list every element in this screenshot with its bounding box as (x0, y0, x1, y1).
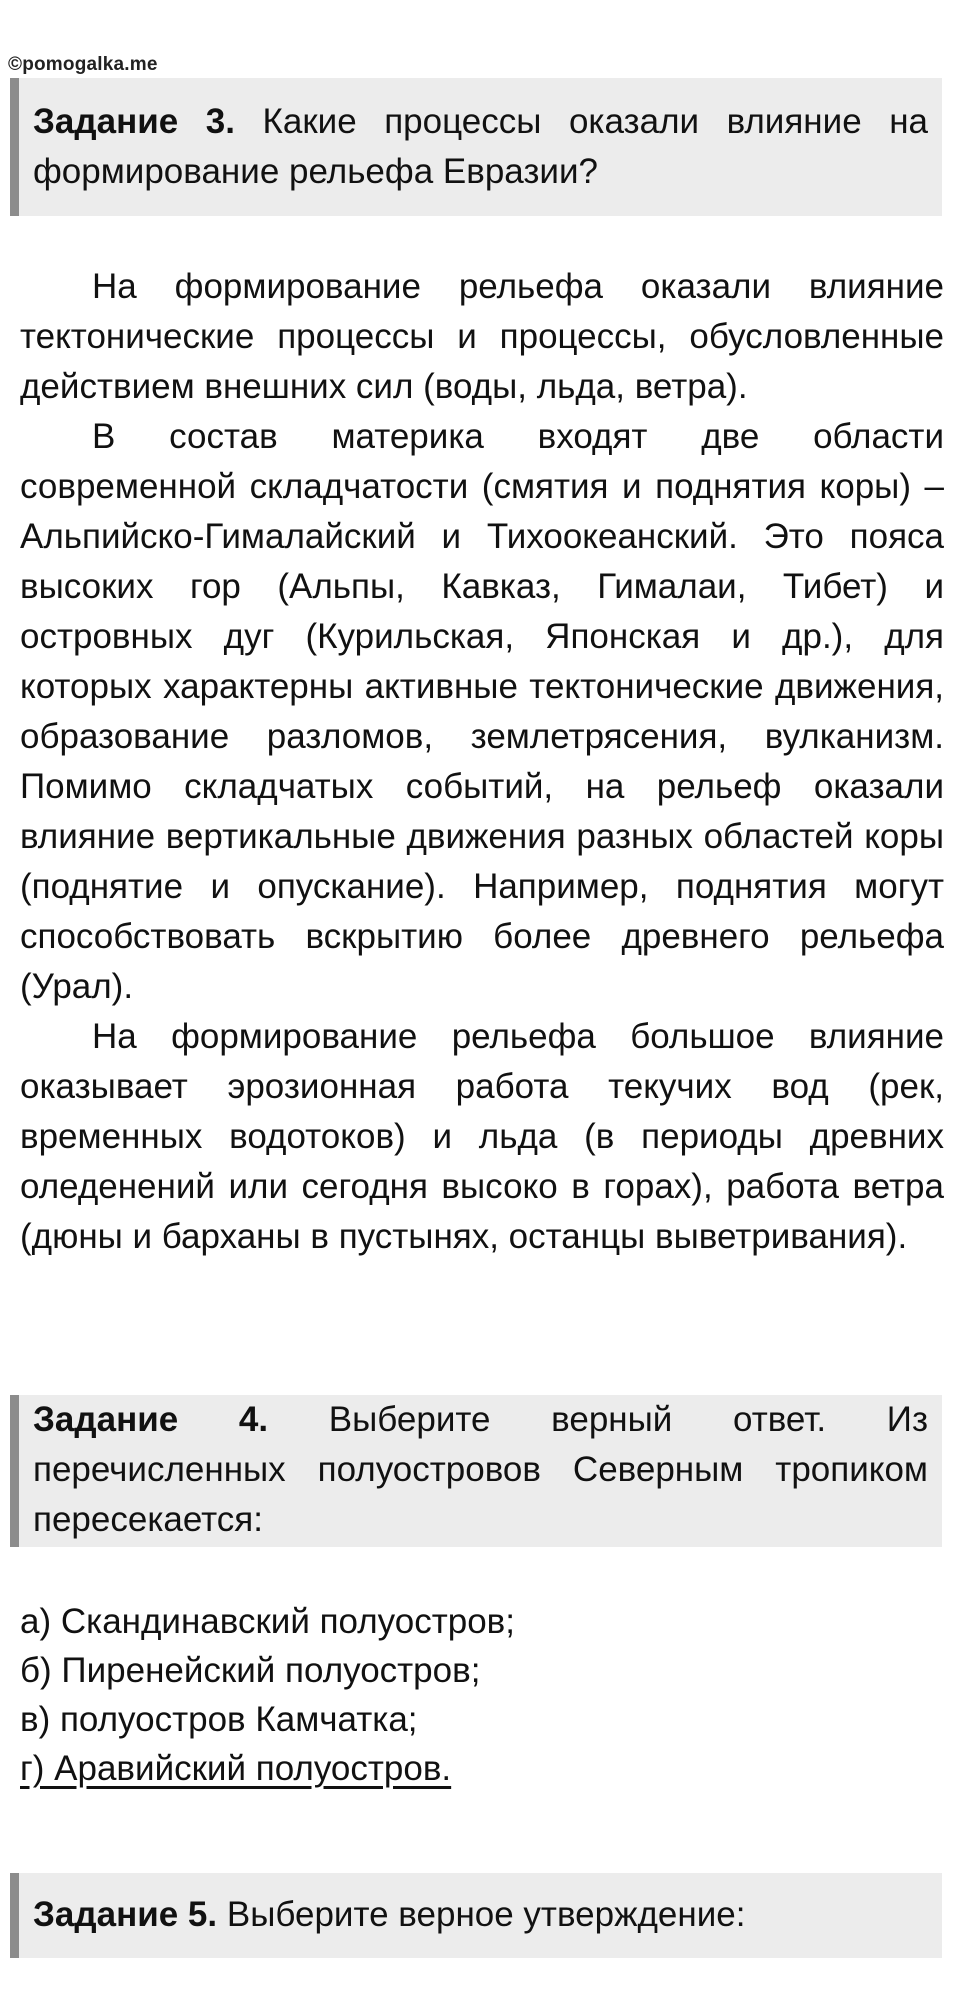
task-5-box (10, 1873, 942, 1958)
task-5-number: Задание 5. (33, 1895, 218, 1934)
task-4-box (10, 1395, 942, 1547)
task-3-question: Какие процессы оказали влияние на формирование рельефа Евразии? (33, 102, 928, 191)
task-3-number: Задание 3. (33, 102, 235, 141)
option-a: а) Скандинавский полуостров; (20, 1602, 515, 1641)
task-3-answer (20, 262, 944, 1262)
option-d-correct: г) Аравийский полуостров. (20, 1749, 452, 1788)
option-c: в) полуостров Камчатка; (20, 1700, 418, 1739)
answer-paragraph-1: На формирование рельефа оказали влияние тектонические процессы и процессы, обусловленные действием внешних сил (воды, льда, ветра). (20, 267, 944, 406)
answer-paragraph-3: На формирование рельефа большое влияние оказывает эрозионная работа текучих вод (рек, временных водотоков) и льда (в периоды древних оледенений или сегодня высоко в горах), работа ветра (дюны и барханы в пустынях, останцы выветривания). (20, 1017, 944, 1256)
task-3-box (10, 78, 942, 216)
answer-paragraph-2: В состав материка входят две области современной складчатости (смятия и поднятия коры) – Альпийско-Гималайский и Тихоокеанский. Это пояса высоких гор (Альпы, Кавказ, Гималаи, Тибет) и островных дуг (Курильская, Японская и др.), для которых характерны активные тектонические движения, образование разломов, землетрясения, вулканизм. Помимо складчатых событий, на рельеф оказали влияние вертикальные движения разных областей коры (поднятие и опускание). Например, поднятия могут способствовать вскрытию более древнего рельефа (Урал). (20, 417, 944, 1006)
watermark: ©pomogalka.me (8, 54, 158, 75)
task-4-number: Задание 4. (33, 1400, 269, 1439)
task-5-question: Выберите верное утверждение: (226, 1895, 746, 1934)
option-b: б) Пиренейский полуостров; (20, 1651, 481, 1690)
task-4-options (20, 1597, 920, 1793)
task-4-question: Выберите верный ответ. Из перечисленных полуостровов Северным тропиком пересекается: (33, 1400, 928, 1539)
